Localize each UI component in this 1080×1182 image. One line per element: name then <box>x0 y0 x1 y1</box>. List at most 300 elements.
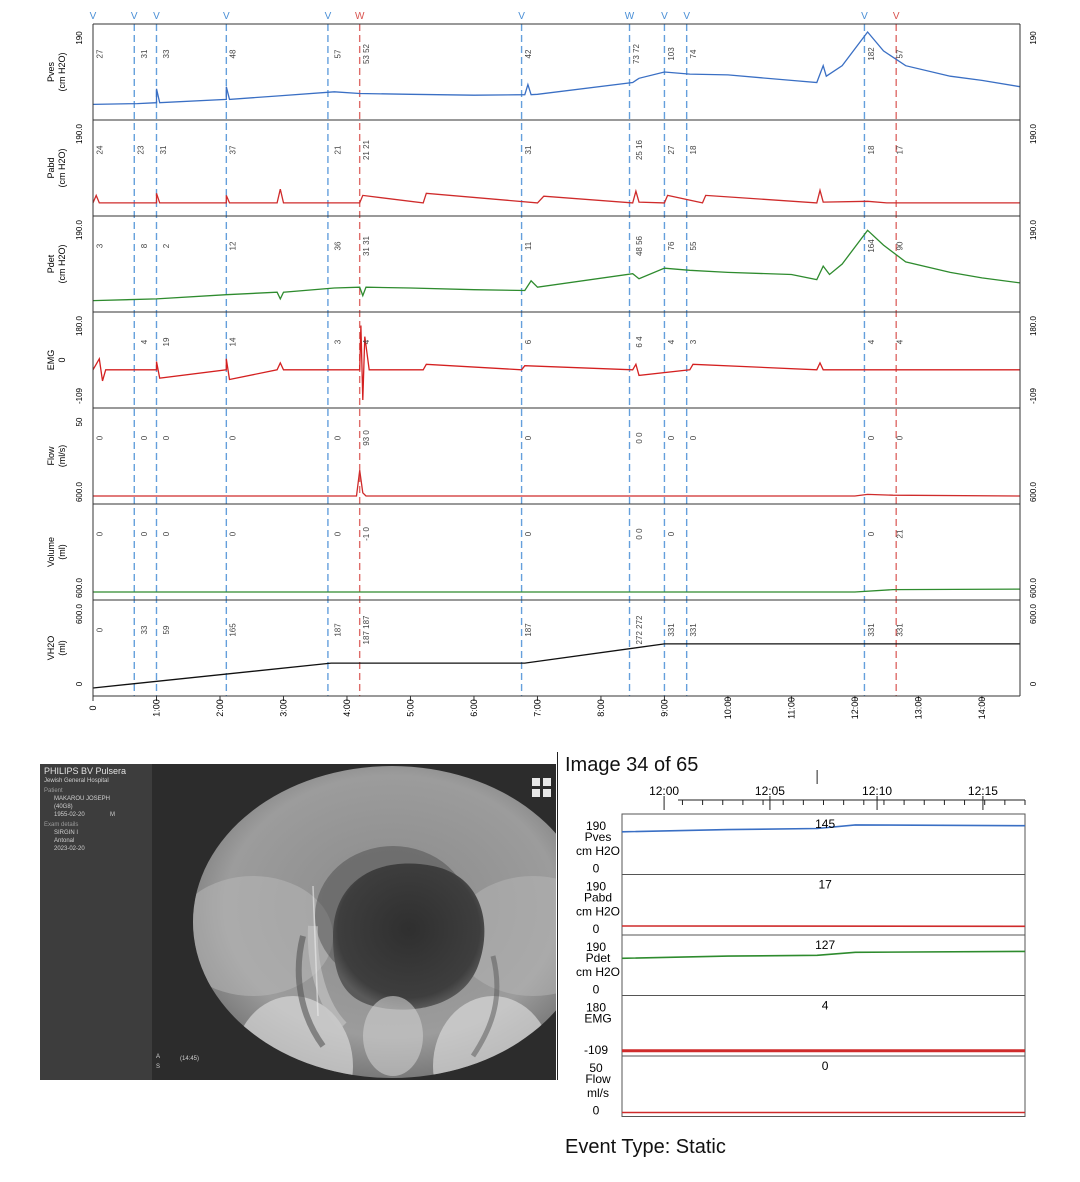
channel-name: Volume <box>46 536 56 568</box>
x-tick-text: 13:00 <box>913 696 924 720</box>
y-tick-right-bottom <box>1029 681 1038 686</box>
channel-unit: 0 <box>57 357 67 363</box>
value-label <box>140 243 149 248</box>
series-line-vh2o <box>93 644 1020 688</box>
value-label <box>524 49 533 58</box>
channel-name: Pabd <box>46 157 56 179</box>
time-tick-label: 12:15 <box>967 784 998 798</box>
value-label <box>162 435 171 440</box>
y-tick-right-bottom <box>1029 481 1038 502</box>
value-label <box>362 430 371 446</box>
value-label <box>362 235 371 256</box>
tick-text: 190 <box>1029 31 1038 45</box>
event-marker-label: V <box>661 11 668 22</box>
value-label <box>524 435 533 440</box>
value-label-text: 0 <box>666 531 676 537</box>
mini-y-min: -109 <box>583 1043 609 1057</box>
time-tick-label: 12:05 <box>754 784 785 798</box>
value-label <box>95 49 104 58</box>
tick-text: 190.0 <box>75 219 84 241</box>
value-label-text: 0 <box>162 531 172 537</box>
value-label-text: 27 <box>95 49 105 59</box>
value-label-text: -1 0 <box>362 527 372 541</box>
grid-icon[interactable] <box>532 778 552 798</box>
value-label-text: 48 <box>228 49 238 59</box>
value-label-text: 17 <box>895 145 905 155</box>
value-label-text: 3 <box>333 339 343 345</box>
value-label-text: 0 <box>895 435 905 441</box>
y-tick-left-bottom <box>75 387 84 404</box>
value-label-text: 0 <box>866 435 876 441</box>
channel-unit: (ml/s) <box>57 444 67 468</box>
tick-text: 50 <box>75 417 84 427</box>
mini-value-label: 127 <box>815 938 836 952</box>
value-label-text: 4 <box>362 339 372 345</box>
value-label <box>362 139 371 160</box>
value-label-text: 53 52 <box>362 43 372 65</box>
value-label <box>524 531 533 536</box>
value-label-text: 0 0 <box>635 432 645 444</box>
value-label <box>140 531 149 536</box>
tick-text: 600.0 <box>1029 577 1038 599</box>
event-marker-label: V <box>892 11 900 22</box>
value-label-text: 11 <box>523 241 533 251</box>
value-label <box>895 623 904 637</box>
value-label <box>162 49 171 58</box>
value-label <box>162 337 171 346</box>
value-label-text: 0 0 <box>635 528 645 540</box>
value-label-text: 59 <box>162 625 172 635</box>
value-label <box>95 531 104 536</box>
y-tick-left-bottom <box>75 577 84 598</box>
x-tick-label <box>532 699 542 717</box>
x-tick-label <box>405 699 415 717</box>
mini-y-max: 190 <box>585 940 607 954</box>
value-label <box>635 336 644 348</box>
channel-name: Pdet <box>46 254 56 274</box>
tick-text: -109 <box>1029 387 1038 405</box>
exam-date: 2023-02-20 <box>54 846 85 852</box>
value-label-text: 4 <box>666 339 676 345</box>
value-label-text: 187 <box>523 623 533 637</box>
value-label <box>229 49 238 58</box>
x-tick-text: 0 <box>88 705 98 711</box>
event-marker-label: V <box>222 11 230 22</box>
tick-text: 600.0 <box>1029 603 1038 625</box>
x-tick-text: 1:00 <box>151 699 162 717</box>
tick-text: 600.0 <box>75 603 84 625</box>
fluoroscopy-footer-1: A <box>156 1054 161 1060</box>
mini-channel-label: Flow <box>585 1072 611 1086</box>
value-label <box>635 615 644 644</box>
value-label <box>140 339 149 344</box>
y-tick-left-bottom <box>75 681 84 686</box>
y-tick-left-bottom <box>75 481 84 502</box>
x-tick-label <box>913 697 923 720</box>
value-label-text: 187 <box>333 623 343 637</box>
series-line-pves <box>93 32 1020 104</box>
exam-line-2: Antonal <box>54 838 75 844</box>
channel-name: VH2O <box>46 635 56 661</box>
mini-channel-unit: cm H2O <box>575 965 621 979</box>
value-label-text: 0 <box>523 435 533 441</box>
tick-text: -109 <box>75 387 84 405</box>
y-tick-right-top <box>1029 603 1038 624</box>
x-tick-text: 10:00 <box>722 696 733 720</box>
channel-unit: (cm H2O) <box>57 52 67 92</box>
value-label-text: 19 <box>162 337 172 347</box>
x-tick-label <box>850 697 860 720</box>
value-label-text: 31 <box>158 145 168 155</box>
x-tick-label <box>278 699 288 717</box>
value-label <box>95 435 104 440</box>
value-label <box>635 139 644 160</box>
value-label <box>867 623 876 637</box>
value-label <box>162 625 171 634</box>
value-label-text: 6 4 <box>635 336 645 348</box>
value-label-text: 31 <box>139 49 149 59</box>
series-line-flow <box>93 470 1020 496</box>
value-label-text: 24 <box>95 145 105 155</box>
value-label-text: 57 <box>895 49 905 59</box>
mini-y-min: 0 <box>592 922 600 936</box>
channel-unit: (cm H2O) <box>57 244 67 284</box>
x-tick-label <box>469 699 479 717</box>
value-label <box>159 145 168 154</box>
value-label <box>95 243 104 248</box>
value-label-text: 0 <box>333 531 343 537</box>
value-label <box>229 623 238 637</box>
value-label <box>689 241 698 250</box>
value-label <box>229 241 238 250</box>
x-tick-text: 5:00 <box>405 699 416 717</box>
value-label <box>333 339 342 344</box>
value-label-text: 57 <box>333 49 343 59</box>
time-tick-label: 12:10 <box>862 784 893 798</box>
value-label-text: 0 <box>523 531 533 537</box>
channel-label-pves <box>46 53 67 92</box>
mini-y-max: 190 <box>585 879 607 894</box>
value-label <box>867 239 876 253</box>
value-label <box>667 623 676 637</box>
channel-unit: (ml) <box>57 640 67 656</box>
mini-y-min: 0 <box>592 1103 600 1118</box>
value-label <box>632 43 641 64</box>
x-tick-text: 8:00 <box>595 699 606 717</box>
mini-channel-unit: cm H2O <box>575 844 621 858</box>
value-label-text: 18 <box>866 145 876 155</box>
patient-name: MAKAROU JOSEPH <box>54 796 111 802</box>
value-label-text: 0 <box>162 435 172 441</box>
value-label <box>689 623 698 637</box>
value-label <box>895 241 904 250</box>
value-label-text: 2 <box>162 243 172 249</box>
channel-label-volume <box>46 537 67 567</box>
channel-name: Pves <box>46 61 56 83</box>
value-label <box>667 531 676 536</box>
value-label-text: 93 0 <box>362 430 372 446</box>
patient-dob: 1955-02-20 <box>54 812 85 818</box>
value-label-text: 12 <box>228 241 238 251</box>
x-tick-text: 7:00 <box>532 699 543 717</box>
tick-text: 190.0 <box>1029 219 1038 241</box>
value-label <box>524 623 533 637</box>
value-label <box>229 531 238 536</box>
x-tick-text: 3:00 <box>278 699 289 717</box>
y-tick-right-top <box>1029 31 1038 45</box>
value-label <box>362 527 371 541</box>
mini-value-label: 4 <box>821 998 829 1013</box>
series-line-pabd <box>93 189 1020 203</box>
x-tick-label <box>151 699 161 717</box>
tick-text: 0 <box>1029 681 1038 687</box>
value-label <box>524 339 533 344</box>
value-label-text: 0 <box>666 435 676 441</box>
value-label <box>140 49 149 58</box>
fluoroscopy-footer-3: S <box>156 1064 161 1070</box>
x-tick-label <box>659 699 669 717</box>
mini-y-max: 180 <box>585 1000 607 1015</box>
y-tick-left-top <box>75 417 84 426</box>
value-label-text: 0 <box>95 531 105 537</box>
series-line-volume <box>93 589 1020 592</box>
value-label <box>667 145 676 154</box>
value-label-text: 74 <box>689 49 699 59</box>
value-label <box>524 145 533 154</box>
hospital-name: Jewish General Hospital <box>44 778 109 784</box>
time-tick-label: 12:00 <box>649 784 680 798</box>
mini-channel-label: Pabd <box>583 890 613 905</box>
value-label <box>667 241 676 250</box>
value-label <box>162 243 171 248</box>
x-tick-text: 14:00 <box>976 696 987 720</box>
value-label <box>362 43 371 64</box>
value-label <box>689 49 698 58</box>
value-label <box>524 241 533 250</box>
channel-label-vh2o <box>46 636 67 661</box>
value-label-text: 0 <box>139 531 149 537</box>
tick-text: 0 <box>75 681 84 687</box>
value-label <box>333 145 342 154</box>
value-label <box>333 435 342 440</box>
x-tick-label <box>88 705 98 710</box>
value-label-text: 76 <box>666 241 676 251</box>
value-label-text: 36 <box>333 241 343 251</box>
value-label-text: 0 <box>333 435 343 441</box>
event-type-label: Event Type: Static <box>565 1136 726 1158</box>
x-tick-text: 4:00 <box>341 699 352 717</box>
series-line-pdet <box>93 230 1020 300</box>
value-label-text: 0 <box>228 435 238 441</box>
event-marker-label: V <box>153 11 160 22</box>
x-tick-label <box>215 699 225 717</box>
value-label <box>635 528 644 540</box>
value-label <box>333 623 342 637</box>
value-label-text: 0 <box>866 531 876 537</box>
channel-name: Flow <box>46 446 56 466</box>
value-label-text: 27 <box>666 145 676 155</box>
value-label-text: 3 <box>689 339 699 345</box>
value-label <box>333 49 342 58</box>
value-label <box>689 435 698 440</box>
tick-text: 600.0 <box>1029 481 1038 503</box>
x-tick-label <box>723 697 733 720</box>
value-label <box>867 145 876 154</box>
channel-unit: (cm H2O) <box>57 148 67 188</box>
x-tick-text: 6:00 <box>468 699 479 717</box>
value-label-text: 331 <box>895 623 905 637</box>
value-label-text: 103 <box>666 47 676 61</box>
value-label-text: 4 <box>866 339 876 345</box>
value-label <box>140 435 149 440</box>
channel-label-flow <box>46 445 67 468</box>
y-tick-left-top <box>75 31 84 45</box>
value-label-text: 0 <box>95 435 105 441</box>
value-label-text: 42 <box>523 49 533 59</box>
mini-channel-label: Pdet <box>585 951 611 965</box>
mini-value-label: 0 <box>821 1059 829 1073</box>
value-label-text: 55 <box>689 241 699 251</box>
y-tick-left-top <box>75 603 84 624</box>
y-tick-right-bottom <box>1029 387 1038 404</box>
value-label <box>229 435 238 440</box>
mini-line-pdet <box>622 951 1025 958</box>
value-label-text: 0 <box>228 531 238 537</box>
patient-id: (40G8) <box>54 804 73 810</box>
mini-y-max: 190 <box>585 819 607 833</box>
x-tick-label <box>977 697 987 720</box>
mini-channel-label: Pves <box>584 830 612 844</box>
value-label-text: 187 187 <box>362 615 372 645</box>
mini-value-label: 145 <box>815 817 836 831</box>
value-label <box>867 339 876 344</box>
exam-header: Exam details <box>44 822 79 828</box>
value-label-text: 25 16 <box>635 139 645 161</box>
event-marker-label: V <box>130 11 138 22</box>
value-label-text: 31 31 <box>362 235 372 257</box>
value-label <box>635 235 644 256</box>
patient-header: Patient <box>44 788 63 794</box>
panel-divider <box>557 752 558 1080</box>
x-tick-text: 12:00 <box>849 696 860 720</box>
value-label <box>362 339 371 344</box>
mini-value-label: 17 <box>818 877 832 892</box>
value-label-text: 23 <box>136 145 146 155</box>
event-marker-label: W <box>354 11 365 22</box>
tick-text: 600.0 <box>75 577 84 599</box>
value-label <box>667 339 676 344</box>
value-label <box>667 47 676 61</box>
x-tick-text: 2:00 <box>214 699 225 717</box>
mini-channel-label: EMG <box>584 1011 612 1026</box>
x-tick-label <box>596 699 606 717</box>
channel-label-pdet <box>46 245 67 284</box>
value-label <box>333 531 342 536</box>
event-marker-label: W <box>624 11 635 22</box>
channel-unit: (ml) <box>57 544 67 560</box>
tick-text: 190.0 <box>1029 123 1038 145</box>
event-marker-label: V <box>683 11 690 22</box>
y-tick-right-top <box>1029 315 1038 336</box>
value-label <box>895 339 904 344</box>
value-label <box>689 145 698 154</box>
y-tick-right-top <box>1029 219 1038 240</box>
value-label-text: 8 <box>139 243 149 249</box>
value-label-text: 165 <box>228 623 238 637</box>
fluoroscopy-image-panel <box>40 764 556 1080</box>
value-label <box>95 627 104 632</box>
value-label-text: 21 21 <box>362 139 372 161</box>
value-label-text: 3 <box>95 243 105 249</box>
value-label <box>229 337 238 346</box>
series-line-emg <box>93 326 1020 401</box>
x-tick-text: 9:00 <box>659 699 670 717</box>
tick-text: 190 <box>75 31 84 45</box>
tick-text: 190.0 <box>75 123 84 145</box>
value-label-text: 182 <box>866 47 876 61</box>
mini-channel-unit: ml/s <box>587 1086 609 1100</box>
value-label <box>867 531 876 536</box>
value-label-text: 272 272 <box>635 615 645 645</box>
x-tick-label <box>342 699 352 717</box>
fluoroscopy-info-sidebar <box>40 764 152 1080</box>
value-label-text: 37 <box>228 145 238 155</box>
value-label-text: 21 <box>333 145 343 155</box>
value-label <box>895 529 904 538</box>
value-label-text: 48 56 <box>635 235 645 257</box>
value-label <box>895 435 904 440</box>
fluoroscopy-footer-2: (14:45) <box>180 1056 200 1062</box>
value-label-text: 331 <box>689 623 699 637</box>
event-marker-label: V <box>89 11 97 22</box>
value-label <box>689 339 698 344</box>
value-label-text: 0 <box>95 627 105 633</box>
value-label-text: 164 <box>866 239 876 253</box>
value-label-text: 14 <box>228 337 238 347</box>
value-label-text: 4 <box>139 339 149 345</box>
value-label <box>635 432 644 444</box>
x-tick-label <box>786 697 796 719</box>
value-label-text: 331 <box>866 623 876 637</box>
channel-label-pabd <box>46 149 67 188</box>
value-label-text: 4 <box>895 339 905 345</box>
tick-text: 600.0 <box>75 481 84 503</box>
mini-y-min: 0 <box>592 982 600 997</box>
exam-line-1: SIRGIN I <box>54 830 79 836</box>
mini-y-max: 50 <box>589 1061 603 1075</box>
y-tick-left-top <box>75 315 84 336</box>
patient-sex: M <box>110 812 115 818</box>
value-label-text: 73 72 <box>631 43 641 65</box>
x-tick-text: 11:00 <box>786 697 797 719</box>
value-label <box>95 145 104 154</box>
value-label <box>362 615 371 644</box>
event-marker-label: V <box>518 11 525 22</box>
value-label <box>667 435 676 440</box>
value-label <box>895 49 904 58</box>
value-label <box>162 531 171 536</box>
event-marker-label: V <box>861 11 868 22</box>
tick-text: 180.0 <box>1029 315 1038 337</box>
value-label-text: 18 <box>689 145 699 155</box>
fluoroscopy-brand: PHILIPS BV Pulsera <box>44 766 127 776</box>
value-label-text: 331 <box>666 623 676 637</box>
y-tick-right-bottom <box>1029 577 1038 598</box>
image-counter-title: Image 34 of 65 <box>565 754 699 776</box>
mini-channel-unit: cm H2O <box>575 904 621 919</box>
value-label-text: 6 <box>523 339 533 345</box>
value-label <box>140 625 149 634</box>
